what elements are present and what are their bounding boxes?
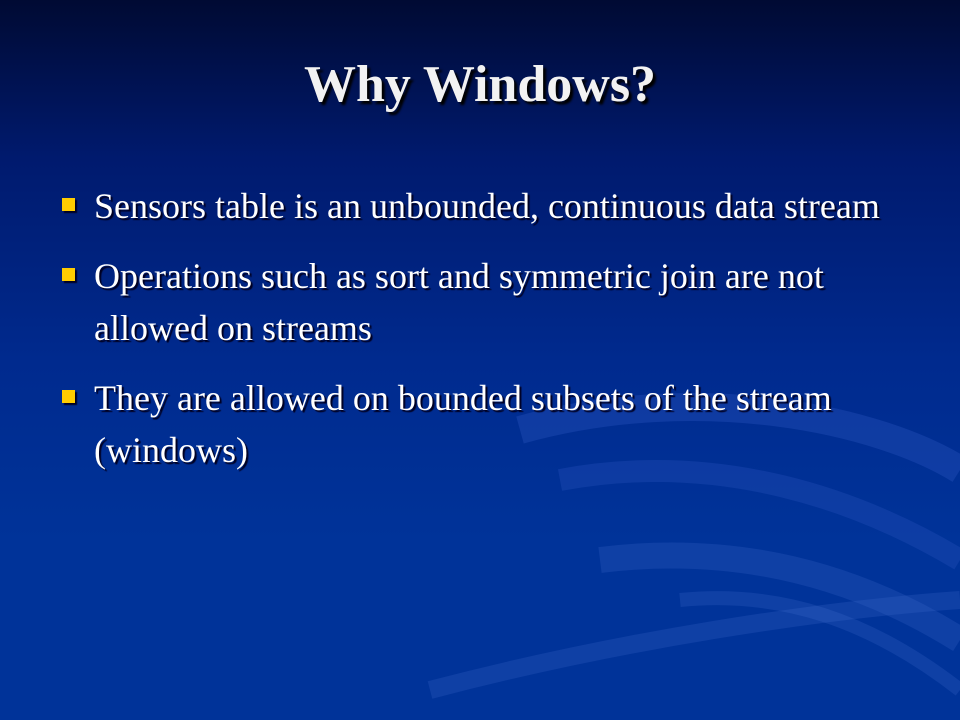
bullet-list	[62, 180, 912, 494]
bullet-text: Operations such as sort and symmetric join are not allowed on streams	[94, 256, 824, 348]
bullet-text: They are allowed on bounded subsets of the stream (windows)	[94, 378, 832, 470]
square-bullet-icon	[62, 198, 75, 211]
bullet-item	[62, 250, 912, 354]
slide-title: Why Windows?	[303, 56, 657, 113]
bullet-item	[62, 372, 912, 476]
square-bullet-icon	[62, 268, 75, 281]
bullet-text: Sensors table is an unbounded, continuous data stream	[94, 186, 880, 226]
bullet-item	[62, 180, 912, 232]
square-bullet-icon	[62, 390, 75, 403]
